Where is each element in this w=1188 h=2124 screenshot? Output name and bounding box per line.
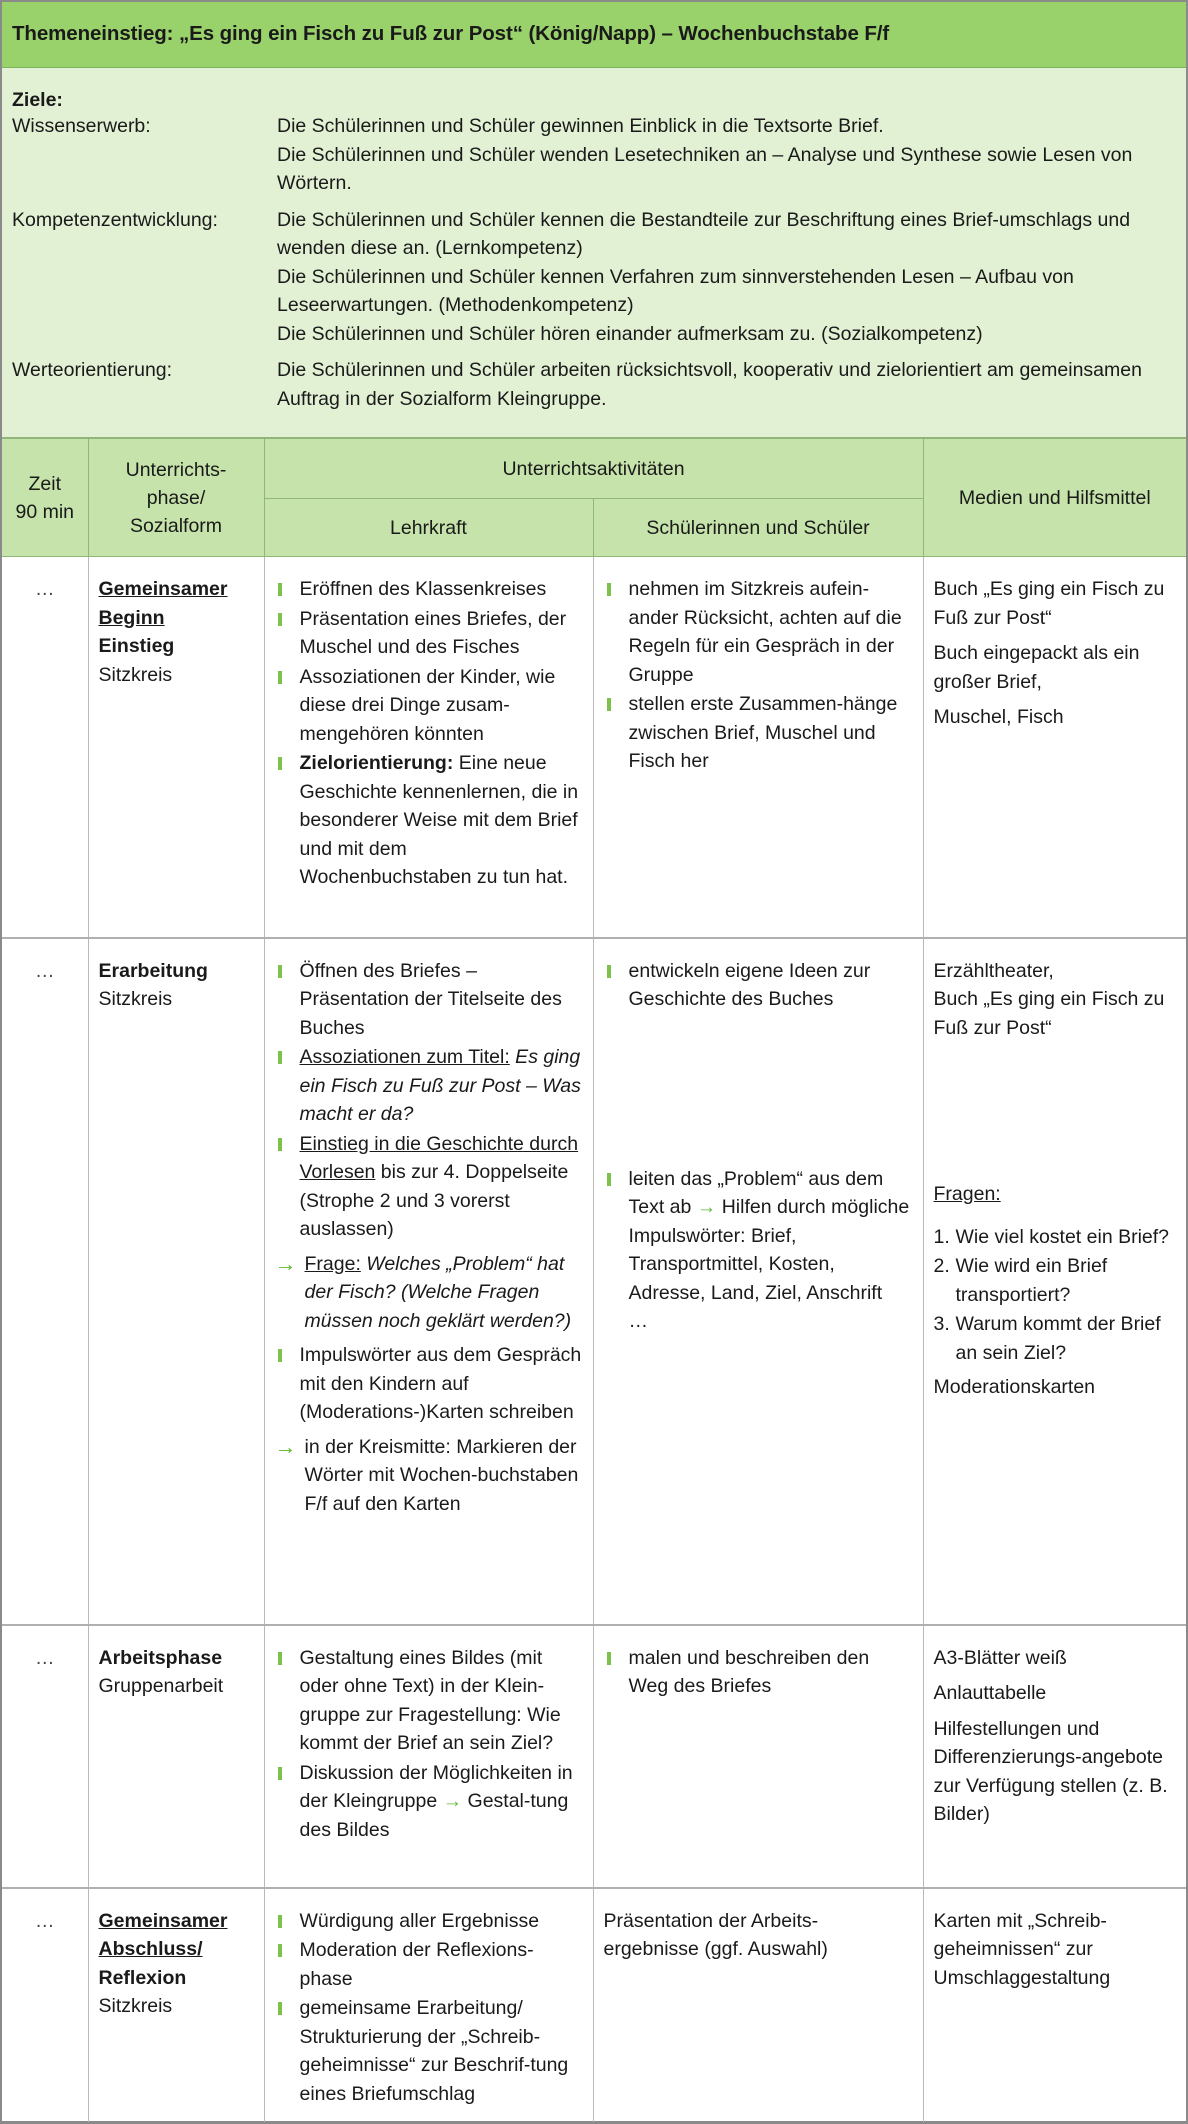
bullet-bar-icon — [607, 1173, 611, 1186]
students-cell: Präsentation der Arbeits-ergebnisse (ggf. Auswahl) — [593, 1888, 923, 2122]
goal-label: Kompetenzentwicklung: — [12, 208, 218, 231]
table-row — [2, 557, 1186, 938]
bullet-bar-icon — [278, 2002, 282, 2015]
goal-text: Die Schülerinnen und Schüler hören einander aufmerksam zu. (Sozialkompetenz) — [277, 322, 983, 345]
goals-heading: Ziele: — [12, 89, 63, 111]
list-item: 3. Warum kommt der Brief an sein Ziel? — [933, 1313, 1161, 1364]
list-item: Würdigung aller Ergebnisse — [275, 1907, 583, 1936]
goal-text: Die Schülerinnen und Schüler kennen Verfahren zum sinnverstehenden Lesen – Aufbau von Leseerwartungen. (Methodenkompetenz) — [277, 265, 1074, 316]
header-teacher: Lehrkraft — [264, 499, 593, 557]
bullet-bar-icon — [278, 1652, 282, 1665]
bullet-bar-icon — [607, 1652, 611, 1665]
goal-text: Die Schülerinnen und Schüler gewinnen Einblick in die Textsorte Brief. — [277, 115, 884, 137]
list-item: Diskussion der Möglichkeiten in der Kleingruppe → Gestal-tung des Bildes — [275, 1759, 583, 1845]
lesson-table — [2, 438, 1186, 2122]
bullet-bar-icon — [278, 1944, 282, 1957]
list-item: Zielorientierung: Eine neue Geschichte kennenlernen, die in besonderer Weise mit dem Brief und mit dem Wochenbuchstaben zu tun hat. — [275, 749, 583, 892]
header-activities: Unterrichtsaktivitäten — [264, 439, 923, 499]
phase-cell: Gemeinsamer Abschluss/ Reflexion Sitzkreis — [88, 1888, 264, 2122]
header-students: Schülerinnen und Schüler — [593, 499, 923, 557]
list-item: Öffnen des Briefes – Präsentation der Titelseite des Buches — [275, 957, 583, 1043]
bullet-bar-icon — [278, 583, 282, 596]
title-bar — [2, 2, 1186, 68]
bullet-bar-icon — [278, 1767, 282, 1780]
list-item: 2. Wie wird ein Brief transportiert? — [933, 1255, 1108, 1306]
media-cell: Buch „Es ging ein Fisch zu Fuß zur Post“ Buch eingepackt als ein großer Brief, Muschel, Fisch — [923, 557, 1186, 938]
students-cell — [593, 938, 923, 1625]
list-item: nehmen im Sitzkreis aufein-ander Rücksicht, achten auf die Regeln für ein Gespräch in der Gruppe — [604, 575, 913, 689]
list-item: → in der Kreismitte: Markieren der Wörter mit Wochen-buchstaben F/f auf den Karten — [274, 1433, 579, 1515]
header-time: Zeit 90 min — [2, 439, 88, 557]
goals-section — [2, 68, 1186, 438]
list-item: Gestaltung eines Bildes (mit oder ohne Text) in der Klein-gruppe zur Fragestellung: Wie kommt der Brief an sein Ziel? — [275, 1644, 583, 1758]
time-cell: … — [2, 1625, 88, 1888]
arrow-right-icon: → — [696, 1196, 717, 1218]
bullet-bar-icon — [607, 583, 611, 596]
bullet-bar-icon — [607, 965, 611, 978]
list-item: entwickeln eigene Ideen zur Geschichte des Buches — [604, 957, 913, 1014]
goal-row-wissenserwerb — [12, 112, 1176, 198]
bullet-bar-icon — [278, 1138, 282, 1151]
goal-row-kompetenzentwicklung — [12, 206, 1176, 349]
list-item: Moderation der Reflexions-phase — [275, 1936, 583, 1993]
list-item: Impulswörter aus dem Gespräch mit den Kindern auf (Moderations-)Karten schreiben — [275, 1341, 583, 1427]
goal-label: Wissenserwerb: — [12, 115, 151, 137]
arrow-right-icon: → — [274, 1250, 297, 1276]
list-item: Assoziationen der Kinder, wie diese drei Dinge zusam-mengehören könnten — [275, 663, 583, 749]
media-cell: A3-Blätter weiß Anlauttabelle Hilfestellungen und Differenzierungs-angebote zur Verfügung stellen (z. B. Bilder) — [923, 1625, 1186, 1888]
list-item: leiten das „Problem“ aus dem Text ab → Hilfen durch mögliche Impulswörter: Brief, Transportmittel, Kosten, Adresse, Land, Ziel, Anschrift … — [604, 1165, 913, 1336]
teacher-cell — [264, 1625, 593, 1888]
time-cell: … — [2, 938, 88, 1625]
phase-cell: Arbeitsphase Gruppenarbeit — [88, 1625, 264, 1888]
table-row — [2, 1888, 1186, 2122]
goal-text: Die Schülerinnen und Schüler wenden Lesetechniken an – Analyse und Synthese sowie Lesen von Wörtern. — [277, 143, 1133, 194]
students-cell — [593, 1625, 923, 1888]
media-cell: Erzähltheater, Buch „Es ging ein Fisch zu Fuß zur Post“ Fragen: 1. Wie viel kostet ein Brief? 2. Wie wird ein Brief transportiert? 3. Warum kommt der Brief an sein Ziel? Moderationskarten — [923, 938, 1186, 1625]
bullet-bar-icon — [278, 965, 282, 978]
goal-text: Die Schülerinnen und Schüler kennen die Bestandteile zur Beschriftung eines Brief-umschlags und wenden diese an. (Lernkompetenz) — [277, 208, 1131, 259]
page-title: Themeneinstieg: „Es ging ein Fisch zu Fuß zur Post“ (König/Napp) – Wochenbuchstabe F/f — [12, 22, 890, 46]
bullet-bar-icon — [278, 613, 282, 626]
goal-row-werteorientierung — [12, 356, 1176, 413]
bullet-bar-icon — [278, 1349, 282, 1362]
list-item: → Frage: Welches „Problem“ hat der Fisch? (Welche Fragen müssen noch geklärt werden?) — [274, 1250, 572, 1332]
bullet-bar-icon — [278, 757, 282, 770]
list-item: Assoziationen zum Titel: Es ging ein Fisch zu Fuß zur Post – Was macht er da? — [275, 1043, 583, 1129]
header-phase: Unterrichts- phase/ Sozialform — [88, 439, 264, 557]
bullet-bar-icon — [278, 671, 282, 684]
phase-cell: Gemeinsamer Beginn Einstieg Sitzkreis — [88, 557, 264, 938]
teacher-cell — [264, 938, 593, 1625]
arrow-right-icon: → — [274, 1433, 297, 1459]
table-row — [2, 938, 1186, 1625]
questions-list — [934, 1223, 1177, 1368]
teacher-cell — [264, 557, 593, 938]
time-cell: … — [2, 557, 88, 938]
header-media: Medien und Hilfsmittel — [923, 439, 1186, 557]
arrow-right-icon: → — [442, 1790, 463, 1812]
list-item: Einstieg in die Geschichte durch Vorlesen bis zur 4. Doppelseite (Strophe 2 und 3 vorerst auslassen) — [275, 1130, 583, 1244]
phase-cell: Erarbeitung Sitzkreis — [88, 938, 264, 1625]
students-cell — [593, 557, 923, 938]
list-item: malen und beschreiben den Weg des Briefes — [604, 1644, 913, 1701]
media-cell: Karten mit „Schreib-geheimnissen“ zur Umschlaggestaltung — [923, 1888, 1186, 2122]
table-row — [2, 1625, 1186, 1888]
bullet-bar-icon — [278, 1915, 282, 1928]
bullet-bar-icon — [607, 698, 611, 711]
list-item: gemeinsame Erarbeitung/ Strukturierung der „Schreib-geheimnisse“ zur Beschrif-tung eines Briefumschlag — [275, 1994, 583, 2108]
list-item: Präsentation eines Briefes, der Muschel und des Fisches — [275, 605, 583, 662]
list-item: stellen erste Zusammen-hänge zwischen Brief, Muschel und Fisch her — [604, 690, 913, 776]
goal-label: Werteorientierung: — [12, 359, 173, 381]
time-cell: … — [2, 1888, 88, 2122]
list-item: Eröffnen des Klassenkreises — [275, 575, 583, 604]
questions-heading: Fragen: — [933, 1183, 1001, 1205]
goal-text: Die Schülerinnen und Schüler arbeiten rücksichtsvoll, kooperativ und zielorientiert am gemeinsamen Auftrag in der Sozialform Kleingruppe. — [277, 359, 1142, 410]
teacher-cell — [264, 1888, 593, 2122]
bullet-bar-icon — [278, 1051, 282, 1064]
list-item: 1. Wie viel kostet ein Brief? — [933, 1225, 1170, 1248]
